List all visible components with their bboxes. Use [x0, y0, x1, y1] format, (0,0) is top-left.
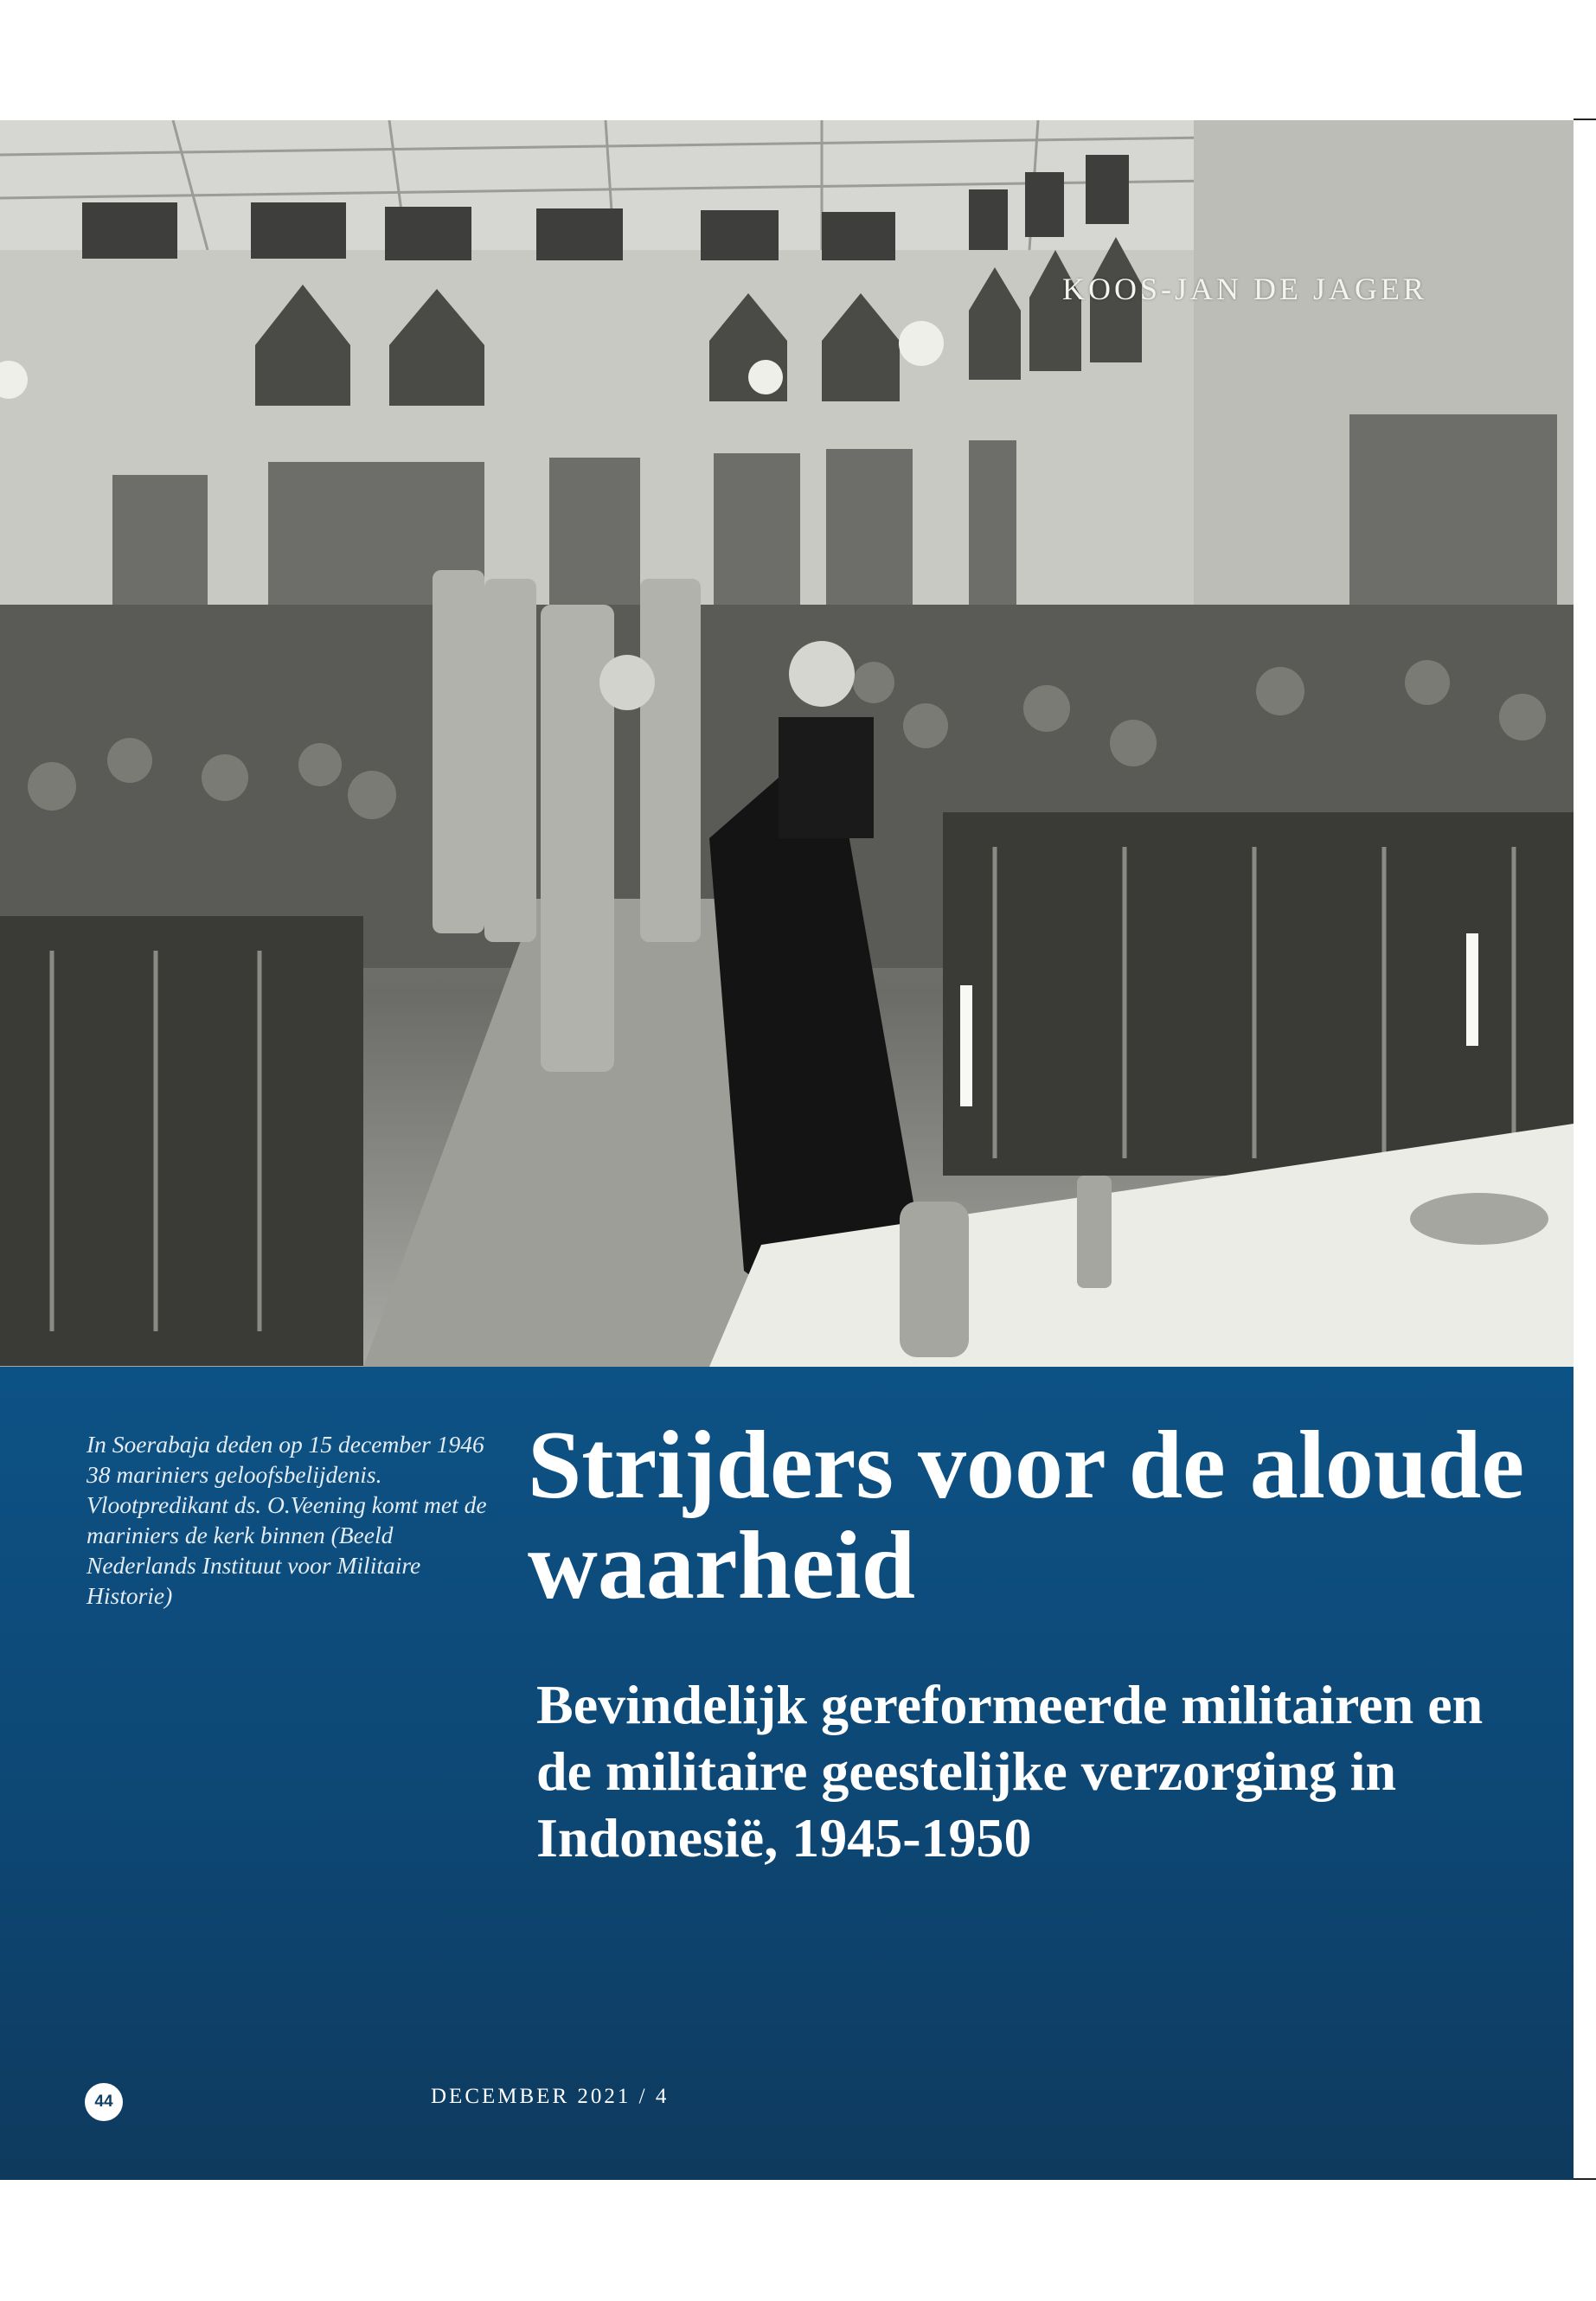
- crop-mark-bottom-right: [1574, 2178, 1596, 2180]
- photo-illustration: [0, 120, 1574, 1367]
- article-title: Strijders voor de aloude waarheid: [528, 1412, 1525, 1619]
- page-number-badge: 44: [85, 2083, 123, 2121]
- article-subtitle: Bevindelijk gereformeerde militairen en de militaire geestelijke verzorging in Indonesië, 1945-1950: [536, 1674, 1484, 1868]
- issue-label: DECEMBER 2021 / 4: [431, 2085, 670, 2108]
- crop-mark-top-right: [1574, 119, 1596, 120]
- author-byline: KOOS-JAN DE JAGER: [1061, 272, 1427, 306]
- church-hall-photo: [0, 120, 1574, 1367]
- photo-caption: In Soerabaja deden op 15 december 1946 38 mariniers geloofsbelijdenis. Vlootpredikant ds. O.Veening komt met de mariniers de kerk binnen (Beeld Nederlands Instituut voor Militaire Historie): [87, 1431, 487, 1609]
